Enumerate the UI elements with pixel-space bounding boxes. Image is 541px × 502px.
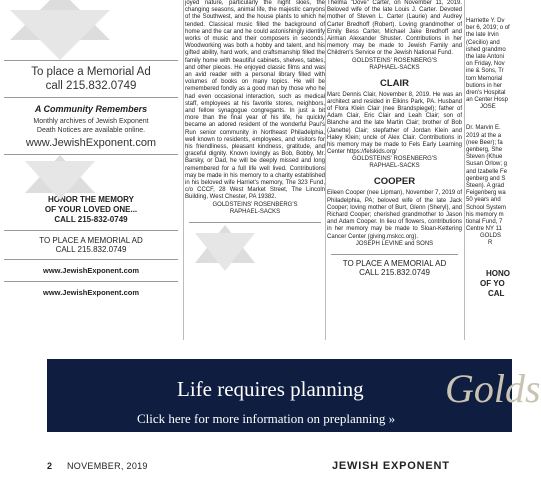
obituary-text: Thelma "Dove" Carter, on November 11, 2019. Beloved wife of the late Louis J. Carter. Devoted mother of Steven L. Carter (Laurie) and Audrey Carter Bredhoff (Robert). Loving grandmother of Emily Bess Carter, Michael Jake Bredhoff and Airman Alexander Shuster. Contributions in her memory may be made to Jewish Family and Children's Service or the Jewish National Fund. xyxy=(327,0,462,57)
funeral-home-signature: GOLDSTEINS' ROSENBERG'S xyxy=(352,156,437,163)
memorial-ad-line: TO PLACE A MEMORIAL AD xyxy=(342,258,447,268)
remembers-text-line: Death Notices are available online. xyxy=(36,127,146,134)
memorial-ad-phone: CALL 215.832.0749 xyxy=(359,267,430,277)
honor-line: HONOR THE MEMORY xyxy=(48,195,134,204)
obituary-text: joyed nature, particularly the night skies, the changing seasons, animal life, the majestic canyons of the Southwest, and the house plants to which he tended. Classical music filled the background of home and the car and he could astonishingly identify works of music and their composers in seconds. Woodworking was both a hobby and talent, and his gifted ability, hard work, and craftsmanship filled the family home with beautiful cabinets, shelves, tables, and other pieces. He enjoyed classic films and was an avid reader with a personal library filled with volumes of books on many topics. He will be remembered fondly as a good man by those who he had even occasional interaction, such as medical staff, employees at his favorite stores, neighbors, and fellow synagogue congregants. In just a bit more than the final year of his life, he quickly became an adored resident of the wonderful Paul's Run senior community in Northeast Philadelphia, well known to residents, employees, and visitors for his friendliness, pleasant kindness, gratitude, and graceful dignity. Known lovingly as Bob, Bobby, Mr. Barsky, or Dad, he will be deeply missed and long remembered for a full life well lived. Contributions may be made in his memory to a charity established in his beloved wife Harriet's memory, The 323 Fund, c/o CCCF, 28 West Market Street, The Lincoln Building, West Chester, PA 19382. xyxy=(185,0,325,201)
obituary-text: Harriette Y. Dv ber 6, 2019; o of the late Irvin (Cecilio) and ished grandmo the late Antoni on Friday, Nov ine & Sons, Tr tom Memorial butions in her dren's Hospital an Center Hosp xyxy=(466,18,510,104)
honor-line: OF YOUR LOVED ONE... xyxy=(44,205,138,214)
obituary-column xyxy=(185,0,325,340)
memorial-ad-phone: CALL 215.832.0749 xyxy=(55,245,127,254)
obituary-text: Dr. Marvin E. 2019 at the a (nee Beer); fa genberg, She Steven (Khue Susan Orlow; g and Izabelle Fe genberg and S Steen). A grad Feigenberg wa 50 years and School System his memory m tional Fund, 7 Centre NY 11 xyxy=(466,125,508,233)
memorial-ad-line: TO PLACE A MEMORIAL AD xyxy=(39,236,143,245)
publication-name: JEWISH EXPONENT xyxy=(332,460,450,472)
funeral-home-signature: R xyxy=(488,240,493,247)
funeral-home-signature: RAPHAEL-SACKS xyxy=(369,163,420,170)
jewish-exponent-link[interactable]: www.JewishExponent.com xyxy=(25,137,157,149)
memorial-ad-notice xyxy=(0,231,182,259)
honor-phone: CALL 215-832-0749 xyxy=(54,215,128,224)
memorial-ad-notice xyxy=(327,255,462,281)
honor-memory-ad xyxy=(0,193,182,230)
star-of-david-icon xyxy=(0,0,182,60)
funeral-home-signature: GOLDSTEINS' ROSENBERG'S xyxy=(212,201,298,208)
honor-line: OF YO xyxy=(480,279,505,289)
memorial-ad-notice xyxy=(0,61,182,97)
obituary-heading: CLAIR xyxy=(379,77,410,89)
community-remembers-box xyxy=(0,104,182,149)
page-number: 2 xyxy=(47,461,53,471)
honor-phone: CAL xyxy=(488,289,505,299)
funeral-home-signature: GOLDSTEINS' ROSENBERG'S xyxy=(352,57,437,64)
obituary-text: Marc Dennis Clair, November 8, 2019. He was an architect and resided in Elkins Park, PA. Husband of Flora Klein Clair (nee Brandspiegel); father of Adam Clair, Eric Clair and Leah Clair; son of Blanche and the late Martin Clair; brother of Bob (Janette) Clair; stepfather of Jordan Klein and Haley Klein; uncle of Alex Clair. Contributions in his memory may be made to Fels Early Learning Center https://felskids.org/ xyxy=(327,91,462,156)
jewish-exponent-link[interactable]: www.JewishExponent.com xyxy=(43,288,139,297)
obituary-heading: COOPER xyxy=(373,176,416,188)
funeral-home-signature: JOSE xyxy=(480,104,496,111)
obituary-text: Eileen Cooper (nee Lipman), November 7, 2019 of Philadelphia, PA; beloved wife of the late Jack Cooper; loving mother of Burt, Glenn (Sheryl), and Richard Cooper; cherished grandmother to Jason and Adam Cooper. In lieu of flowers, contributions in her memory may be made to Sloan-Kettering Cancer Center (giving.mskcc.org). xyxy=(327,190,462,240)
obituary-column xyxy=(327,0,462,340)
funeral-home-signature: RAPHAEL-SACKS xyxy=(369,64,420,71)
jewish-exponent-link[interactable]: www.JewishExponent.com xyxy=(43,266,139,275)
ad-column xyxy=(0,0,182,340)
obituary-column xyxy=(466,0,512,340)
funeral-home-signature: GOLDS xyxy=(480,233,502,240)
issue-date: NOVEMBER, 2019 xyxy=(67,461,148,471)
star-of-david-icon xyxy=(185,223,325,263)
remembers-text-line: Monthly archives of Jewish Exponent xyxy=(33,118,149,125)
preplanning-banner-ad[interactable] xyxy=(47,359,541,432)
honor-line: HONO xyxy=(486,269,510,279)
memorial-ad-line: To place a Memorial Ad xyxy=(31,66,151,78)
star-of-david-icon xyxy=(0,155,182,193)
banner-link[interactable]: Click here for more information on preplanning » xyxy=(137,411,396,426)
funeral-home-signature: RAPHAEL-SACKS xyxy=(229,208,281,215)
memorial-ad-phone: call 215.832.0749 xyxy=(45,80,137,92)
community-remembers-title: A Community Remembers xyxy=(34,104,148,114)
banner-title: Life requires planning xyxy=(177,377,364,401)
goldsteins-logo: Golds xyxy=(445,366,541,411)
funeral-home-signature: JOSEPH LEVINE and SONS xyxy=(355,240,434,247)
